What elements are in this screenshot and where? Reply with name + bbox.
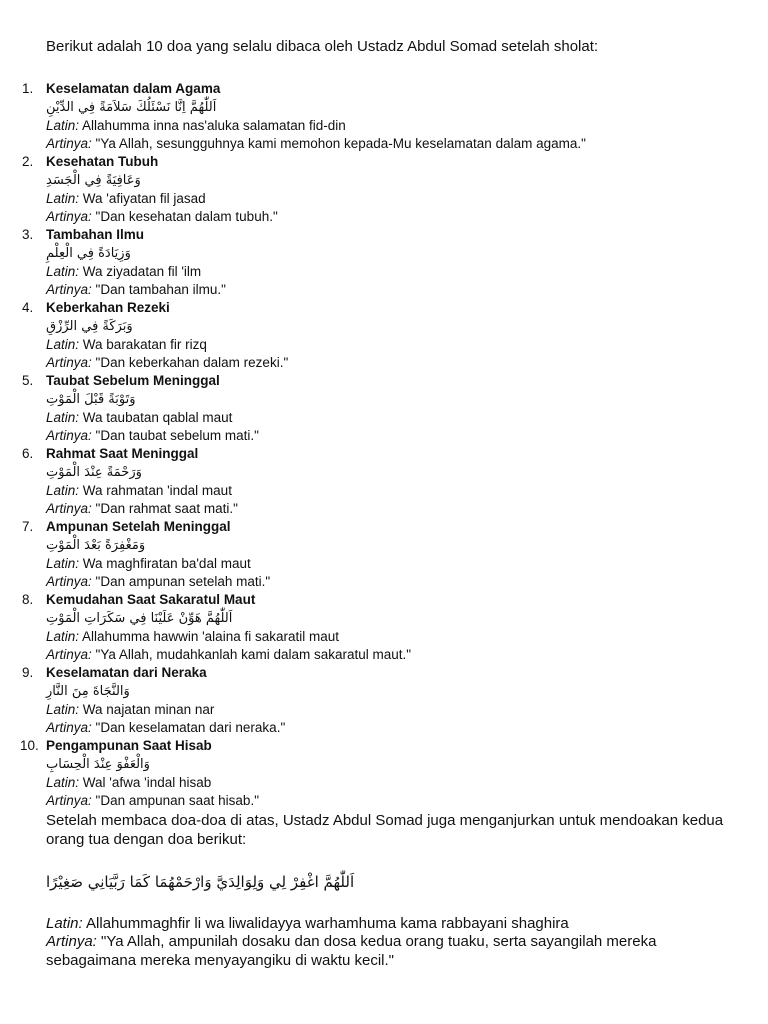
doa-latin: Wa najatan minan nar xyxy=(82,701,215,717)
parents-doa-latin-line xyxy=(46,915,569,933)
doa-arabic: اَللّٰهُمَّ اِنَّا نَسْئَلُكَ سَلاَمَةً فِي الدِّيْنِ xyxy=(46,100,217,116)
list-item xyxy=(0,518,768,591)
list-item xyxy=(0,664,768,737)
parents-doa-latin: Allahummaghfir li wa liwalidayya warhamhuma kama rabbayani shaghira xyxy=(86,915,569,932)
parents-doa-meaning: "Ya Allah, ampunilah dosaku dan dosa kedua orang tuaku, serta sayangilah mereka sebagaimana mereka menyayangiku di waktu kecil." xyxy=(46,933,657,969)
doa-meaning: "Dan rahmat saat mati." xyxy=(95,500,238,516)
doa-arabic: وَزِيَادَةً فِي الْعِلْمِ xyxy=(46,246,131,262)
artinya-label: Artinya: xyxy=(46,646,92,662)
artinya-label: Artinya: xyxy=(46,354,92,370)
doa-latin: Wa barakatan fir rizq xyxy=(82,336,207,352)
doa-meaning: "Ya Allah, mudahkanlah kami dalam sakaratul maut." xyxy=(95,646,412,662)
item-number: 2. xyxy=(22,154,34,169)
item-number: 1. xyxy=(22,81,34,96)
list-item xyxy=(0,591,768,664)
latin-label: Latin: xyxy=(46,774,80,790)
latin-label: Latin: xyxy=(46,409,80,425)
doa-meaning: "Dan ampunan saat hisab." xyxy=(95,792,259,808)
artinya-label: Artinya: xyxy=(46,281,92,297)
doa-meaning: "Dan keberkahan dalam rezeki." xyxy=(95,354,289,370)
doa-arabic: اَللّٰهُمَّ هَوِّنْ عَلَيْنَا فِي سَكَرَاتِ الْمَوْتِ xyxy=(46,611,233,627)
doa-title: Keselamatan dari Neraka xyxy=(46,665,207,680)
artinya-label: Artinya: xyxy=(46,208,92,224)
doa-title: Kemudahan Saat Sakaratul Maut xyxy=(46,592,256,607)
doa-meaning: "Dan taubat sebelum mati." xyxy=(95,427,259,443)
doa-latin: Wa maghfiratan ba'dal maut xyxy=(82,555,251,571)
doa-title: Pengampunan Saat Hisab xyxy=(46,738,212,753)
doa-latin: Wa 'afiyatan fil jasad xyxy=(82,190,206,206)
list-item xyxy=(0,299,768,372)
latin-label: Latin: xyxy=(46,482,80,498)
artinya-label: Artinya: xyxy=(46,135,92,151)
doa-latin: Wa ziyadatan fil 'ilm xyxy=(82,263,202,279)
doa-list xyxy=(0,80,768,810)
artinya-label: Artinya: xyxy=(46,427,92,443)
doa-meaning: "Dan kesehatan dalam tubuh." xyxy=(95,208,278,224)
item-number: 6. xyxy=(22,446,34,461)
item-number: 3. xyxy=(22,227,34,242)
item-number: 10. xyxy=(20,738,39,753)
latin-label: Latin: xyxy=(46,190,80,206)
list-item xyxy=(0,372,768,445)
latin-label: Latin: xyxy=(46,628,80,644)
item-number: 7. xyxy=(22,519,34,534)
artinya-label: Artinya: xyxy=(46,719,92,735)
doa-title: Rahmat Saat Meninggal xyxy=(46,446,199,461)
doa-title: Kesehatan Tubuh xyxy=(46,154,159,169)
list-item xyxy=(0,226,768,299)
closing-paragraph: Setelah membaca doa-doa di atas, Ustadz Abdul Somad juga menganjurkan untuk mendoakan kedua orang tua dengan doa berikut: xyxy=(46,812,724,848)
doa-meaning: "Dan ampunan setelah mati." xyxy=(95,573,271,589)
doa-latin: Wal 'afwa 'indal hisab xyxy=(82,774,212,790)
list-item xyxy=(0,737,768,810)
doa-title: Tambahan Ilmu xyxy=(46,227,145,242)
doa-arabic: وَرَحْمَةً عِنْدَ الْمَوْتِ xyxy=(46,465,142,481)
list-item xyxy=(0,445,768,518)
doa-title: Keselamatan dalam Agama xyxy=(46,81,221,96)
latin-label: Latin: xyxy=(46,701,80,717)
doa-meaning: "Dan tambahan ilmu." xyxy=(95,281,226,297)
list-item xyxy=(0,80,768,153)
latin-label: Latin: xyxy=(46,117,80,133)
doa-arabic: وَمَغْفِرَةً بَعْدَ الْمَوْتِ xyxy=(46,538,146,554)
artinya-label: Artinya: xyxy=(46,500,92,516)
parents-doa-meaning-line xyxy=(46,933,736,970)
doa-latin: Allahumma hawwin 'alaina fi sakaratil maut xyxy=(82,628,339,644)
intro-text: Berikut adalah 10 doa yang selalu dibaca oleh Ustadz Abdul Somad setelah sholat: xyxy=(46,38,599,55)
latin-label: Latin: xyxy=(46,336,80,352)
doa-latin: Wa taubatan qablal maut xyxy=(82,409,233,425)
list-item xyxy=(0,153,768,226)
doa-latin: Allahumma inna nas'aluka salamatan fid-din xyxy=(82,117,346,133)
latin-label: Latin: xyxy=(46,263,80,279)
artinya-label: Artinya: xyxy=(46,933,97,950)
item-number: 9. xyxy=(22,665,34,680)
doa-meaning: "Dan keselamatan dari neraka." xyxy=(95,719,286,735)
doa-arabic: وَالْعَفْوَ عِنْدَ الْحِسَابِ xyxy=(46,757,150,773)
doa-arabic: وَالنَّجَاةَ مِنَ النَّارِ xyxy=(46,684,130,700)
parents-doa-arabic: اَللّٰهُمَّ اغْفِرْ لِي وَلِوَالِدَيَّ وَارْحَمْهُمَا كَمَا رَبَّيَانِي صَغِيْرًا xyxy=(46,873,355,891)
doa-arabic: وَتَوْبَةً قَبْلَ الْمَوْتِ xyxy=(46,392,136,408)
artinya-label: Artinya: xyxy=(46,573,92,589)
doa-arabic: وَعَافِيَةً فِي الْجَسَدِ xyxy=(46,173,141,189)
doa-title: Keberkahan Rezeki xyxy=(46,300,170,315)
doa-latin: Wa rahmatan 'indal maut xyxy=(82,482,232,498)
doa-title: Ampunan Setelah Meninggal xyxy=(46,519,231,534)
doa-meaning: "Ya Allah, sesungguhnya kami memohon kepada-Mu keselamatan dalam agama." xyxy=(95,135,586,151)
doa-title: Taubat Sebelum Meninggal xyxy=(46,373,220,388)
item-number: 4. xyxy=(22,300,34,315)
doa-arabic: وَبَرَكَةً فِي الرِّزْقِ xyxy=(46,319,133,335)
item-number: 8. xyxy=(22,592,34,607)
latin-label: Latin: xyxy=(46,555,80,571)
item-number: 5. xyxy=(22,373,34,388)
artinya-label: Artinya: xyxy=(46,792,92,808)
latin-label: Latin: xyxy=(46,915,83,932)
